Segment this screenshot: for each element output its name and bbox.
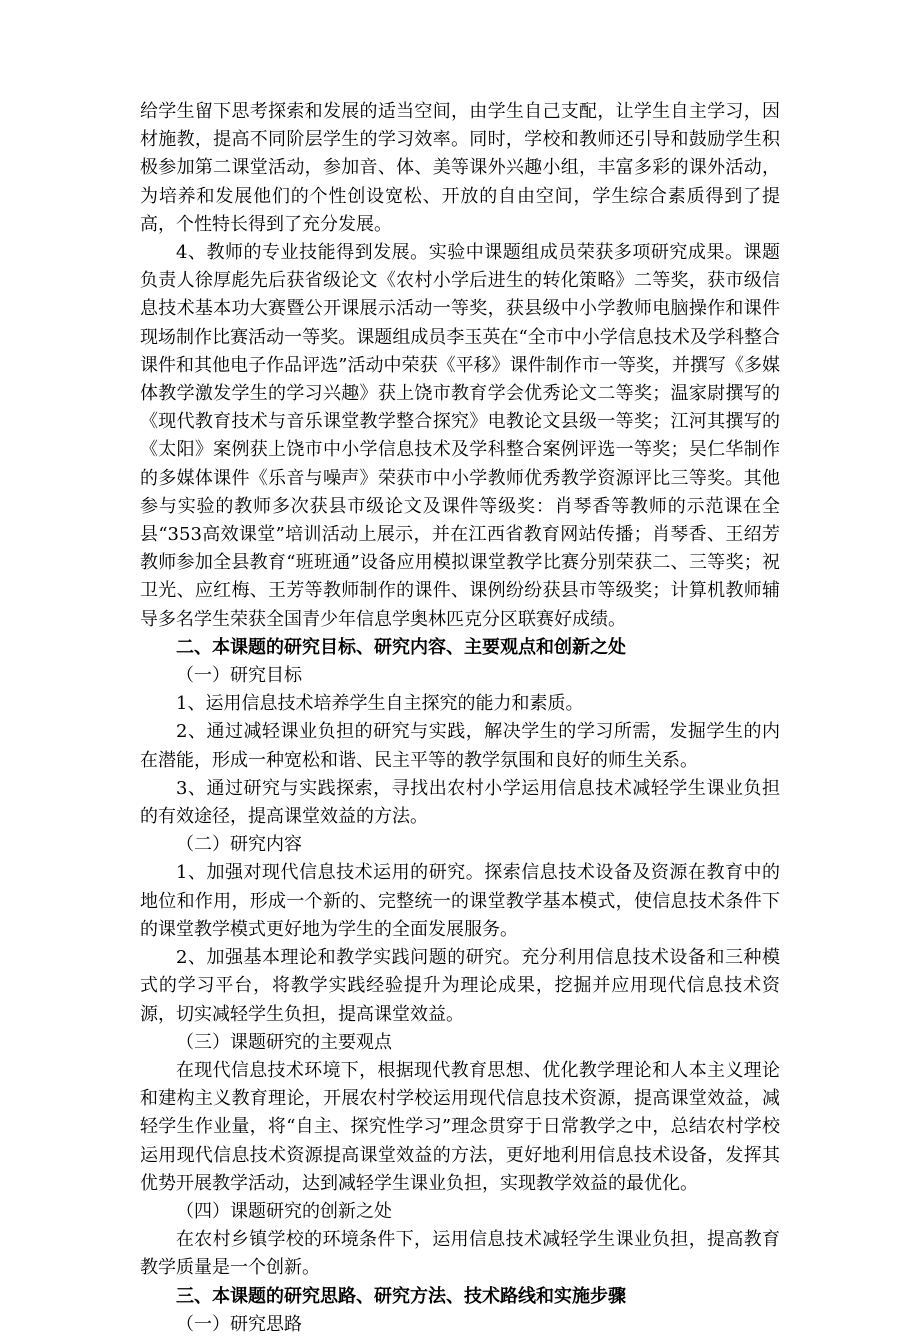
subheading-innovation: （四）课题研究的创新之处	[176, 1200, 392, 1222]
paragraph-innovation: 在农村乡镇学校的环境条件下，运用信息技术减轻学生课业负担，提高教育教学质量是一个创新。	[140, 1229, 780, 1279]
content-item-1: 1、加强对现代信息技术运用的研究。探索信息技术设备及资源在教育中的地位和作用，形成一个新的、完整统一的课堂教学基本模式，使信息技术条件下的课堂教学模式更好地为学生的全面发展服务。	[140, 862, 780, 940]
paragraph-main-views: 在现代信息技术环境下，根据现代教育思想、优化教学理论和人本主义理论和建构主义教育理论，开展农村学校运用现代信息技术资源，提高课堂效益，减轻学生作业量，将“自主、探究性学习”理念贯穿于日常教学之中，总结农村学校运用现代信息技术资源提高课堂效益的方法，更好地利用信息技术设备，发挥其优势开展教学活动，达到减轻学生课业负担，实现教学效益的最优化。	[140, 1059, 780, 1194]
document-page	[140, 98, 780, 1339]
subheading-research-ideas: （一）研究思路	[176, 1313, 302, 1335]
content-item-2: 2、加强基本理论和教学实践问题的研究。充分利用信息技术设备和三种模式的学习平台，将教学实践经验提升为理论成果，挖掘并应用现代信息技术资源，切实减轻学生负担，提高课堂效益。	[140, 947, 780, 1025]
goal-item-3: 3、通过研究与实践探索，寻找出农村小学运用信息技术减轻学生课业负担的有效途径，提高课堂效益的方法。	[140, 777, 780, 828]
goal-item-2: 2、通过减轻课业负担的研究与实践，解决学生的学习所需，发掘学生的内在潜能，形成一种宽松和谐、民主平等的教学氛围和良好的师生关系。	[140, 721, 780, 771]
section-heading-3: 三、本课题的研究思路、研究方法、技术路线和实施步骤	[176, 1285, 626, 1307]
paragraph-teacher-skills: 4、教师的专业技能得到发展。实验中课题组成员荣获多项研究成果。课题负责人徐厚彪先后获省级论文《农村小学后进生的转化策略》二等奖，获市级信息技术基本功大赛暨公开课展示活动一等奖，获县级中小学教师电脑操作和课件现场制作比赛活动一等奖。课题组成员李玉英在“全市中小学信息技术及学科整合课件和其他电子作品评选”活动中荣获《平移》课件制作市一等奖，并撰写《多媒体教学激发学生的学习兴趣》获上饶市教育学会优秀论文二等奖；温家尉撰写的《现代教育技术与音乐课堂教学整合探究》电教论文县级一等奖；江河其撰写的《太阳》案例获上饶市中小学信息技术及学科整合案例评选一等奖；吴仁华制作的多媒体课件《乐音与噪声》荣获市中小学教师优秀教学资源评比三等奖。其他参与实验的教师多次获县市级论文及课件等级奖：肖琴香等教师的示范课在全县“353高效课堂”培训活动上展示，并在江西省教育网站传播；肖琴香、王绍芳教师参加全县教育“班班通”设备应用模拟课堂教学比赛分别荣获二、三等奖；祝卫光、应红梅、王芳等教师制作的课件、课例纷纷获县市等级奖；计算机教师辅导多名学生荣获全国青少年信息学奥林匹克分区联赛好成绩。	[140, 242, 780, 630]
goal-item-1: 1、运用信息技术培养学生自主探究的能力和素质。	[176, 693, 584, 715]
subheading-research-content: （二）研究内容	[176, 834, 302, 856]
subheading-main-views: （三）课题研究的主要观点	[176, 1031, 392, 1053]
subheading-research-goals: （一）研究目标	[176, 665, 302, 687]
paragraph-student-development: 给学生留下思考探索和发展的适当空间，由学生自己支配，让学生自主学习，因材施教，提高不同阶层学生的学习效率。同时，学校和教师还引导和鼓励学生积极参加第二课堂活动，参加音、体、美等课外兴趣小组，丰富多彩的课外活动，为培养和发展他们的个性创设宽松、开放的自由空间，学生综合素质得到了提高，个性特长得到了充分发展。	[140, 101, 780, 235]
section-heading-2: 二、本课题的研究目标、研究内容、主要观点和创新之处	[176, 636, 626, 658]
